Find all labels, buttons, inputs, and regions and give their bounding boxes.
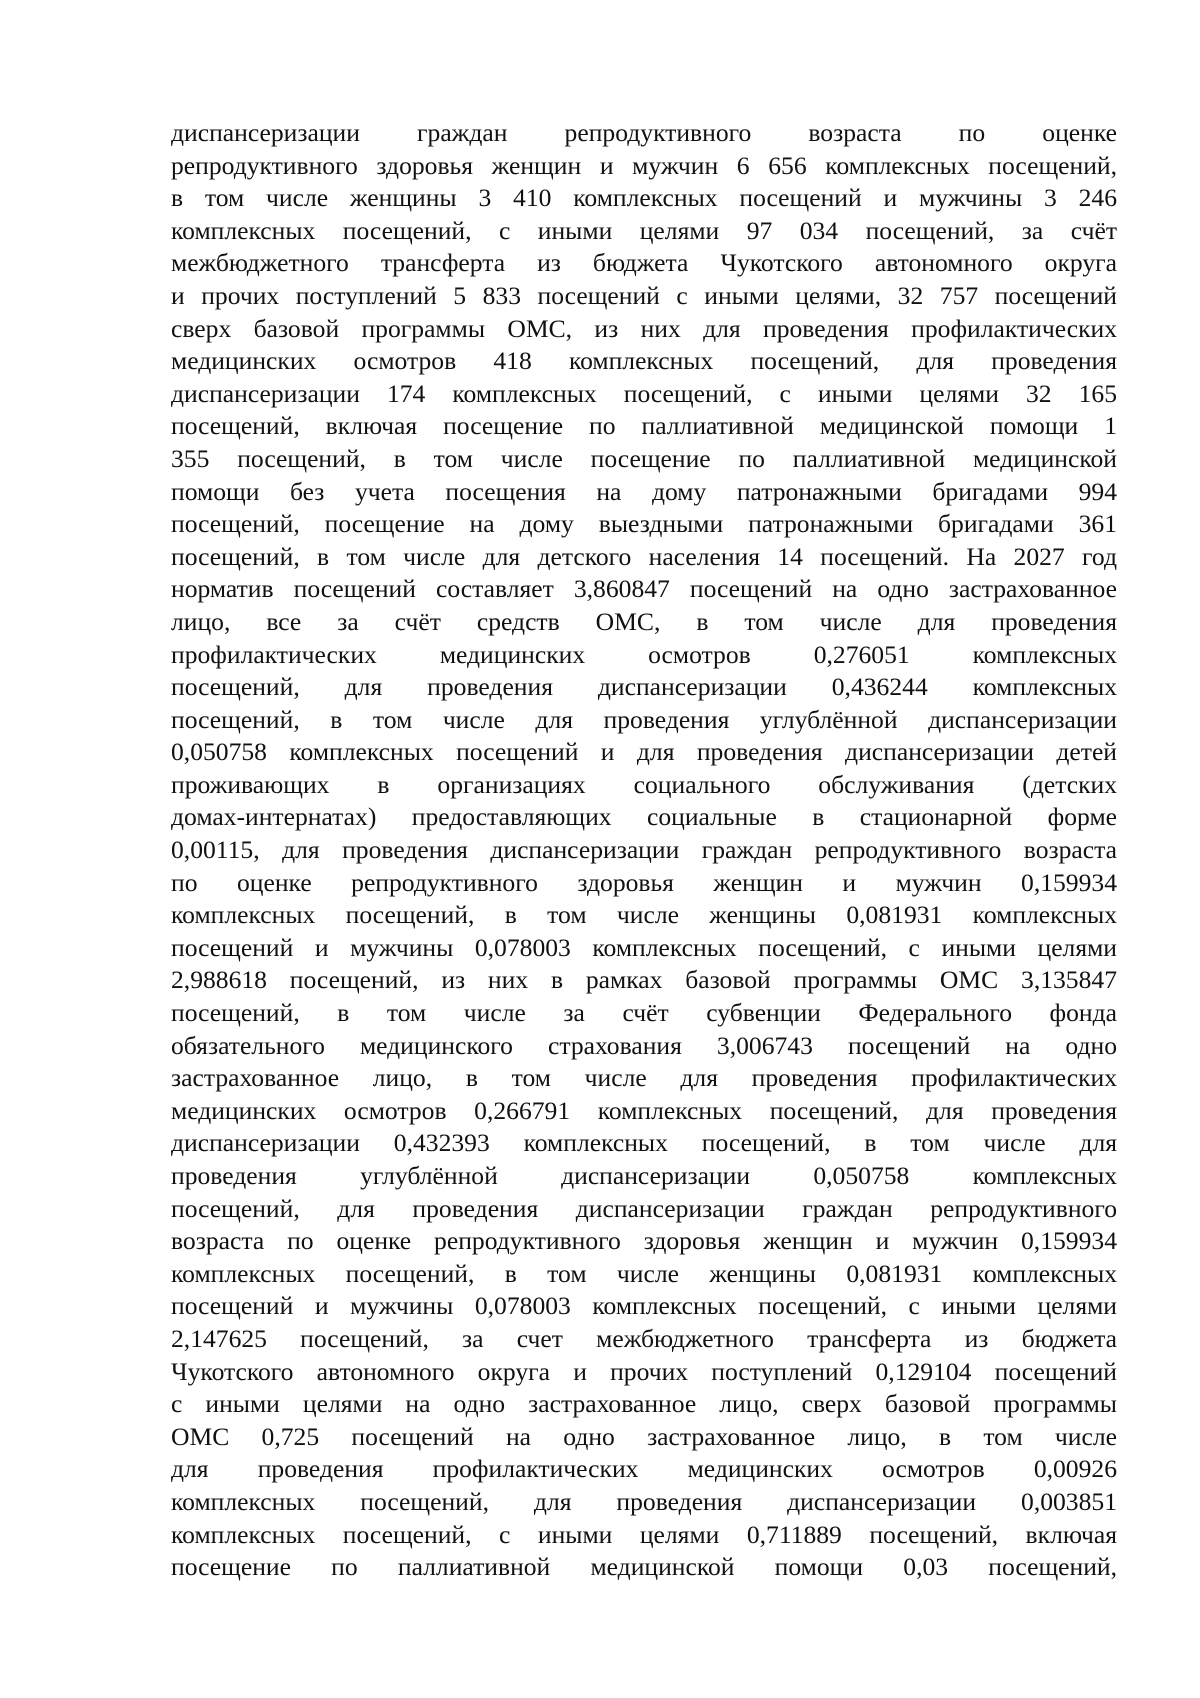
text-line: обязательного медицинского страхования 3,006743 посещений на одно — [171, 1030, 1117, 1060]
text-line: проведения углублённой диспансеризации 0,050758 комплексных — [171, 1161, 1117, 1190]
text-line: для проведения профилактических медицинских осмотров 0,00926 — [171, 1454, 1117, 1484]
text-line: посещений, посещение на дому выездными патронажными бригадами 361 — [171, 509, 1117, 539]
text-line: посещений, для проведения диспансеризации граждан репродуктивного — [171, 1193, 1117, 1223]
text-line: посещений и мужчины 0,078003 комплексных посещений, с иными целями — [171, 1291, 1117, 1321]
text-line: комплексных посещений, в том числе женщины 0,081931 комплексных — [171, 900, 1117, 930]
text-line: домах-интернатах) предоставляющих социальные в стационарной форме — [171, 802, 1117, 832]
text-line: профилактических медицинских осмотров 0,276051 комплексных — [171, 639, 1117, 669]
text-line: посещений, в том числе за счёт субвенции Федерального фонда — [171, 998, 1117, 1028]
text-line: комплексных посещений, в том числе женщины 0,081931 комплексных — [171, 1258, 1117, 1288]
text-line: посещений, в том числе для проведения углублённой диспансеризации — [171, 704, 1117, 734]
text-line: 2,147625 посещений, за счет межбюджетного трансферта из бюджета — [171, 1323, 1117, 1353]
text-line: по оценке репродуктивного здоровья женщин и мужчин 0,159934 — [171, 867, 1117, 897]
text-line: 0,00115, для проведения диспансеризации граждан репродуктивного возраста — [171, 835, 1117, 865]
text-line: проживающих в организациях социального обслуживания (детских — [171, 769, 1117, 799]
text-line: лицо, все за счёт средств ОМС, в том числе для проведения — [171, 606, 1117, 636]
text-line: застрахованное лицо, в том числе для проведения профилактических — [171, 1063, 1117, 1093]
text-line: комплексных посещений, с иными целями 0,711889 посещений, включая — [171, 1519, 1117, 1549]
text-line: посещений и мужчины 0,078003 комплексных посещений, с иными целями — [171, 932, 1117, 962]
text-line: 2,988618 посещений, из них в рамках базовой программы ОМС 3,135847 — [171, 965, 1117, 995]
text-line: диспансеризации 174 комплексных посещений, с иными целями 32 165 — [171, 378, 1117, 408]
text-line: ОМС 0,725 посещений на одно застрахованное лицо, в том числе — [171, 1421, 1117, 1451]
text-line: помощи без учета посещения на дому патронажными бригадами 994 — [171, 476, 1117, 506]
text-line: посещений, для проведения диспансеризации 0,436244 комплексных — [171, 672, 1117, 702]
text-line: репродуктивного здоровья женщин и мужчин 6 656 комплексных посещений, — [171, 150, 1117, 180]
document-body-text — [171, 117, 1117, 1584]
text-line: медицинских осмотров 0,266791 комплексных посещений, для проведения — [171, 1095, 1117, 1125]
text-line: посещений, включая посещение по паллиативной медицинской помощи 1 — [171, 411, 1117, 441]
text-line: межбюджетного трансферта из бюджета Чукотского автономного округа — [171, 248, 1117, 278]
text-line: медицинских осмотров 418 комплексных посещений, для проведения — [171, 346, 1117, 376]
text-line: с иными целями на одно застрахованное лицо, сверх базовой программы — [171, 1389, 1117, 1419]
text-line: сверх базовой программы ОМС, из них для проведения профилактических — [171, 313, 1117, 343]
text-line: комплексных посещений, с иными целями 97 034 посещений, за счёт — [171, 215, 1117, 245]
text-line: возраста по оценке репродуктивного здоровья женщин и мужчин 0,159934 — [171, 1226, 1117, 1256]
text-line: 355 посещений, в том числе посещение по паллиативной медицинской — [171, 443, 1117, 473]
text-line: Чукотского автономного округа и прочих поступлений 0,129104 посещений — [171, 1356, 1117, 1386]
text-line: диспансеризации 0,432393 комплексных посещений, в том числе для — [171, 1128, 1117, 1158]
text-line: посещение по паллиативной медицинской помощи 0,03 посещений, — [171, 1552, 1117, 1582]
text-line: диспансеризации граждан репродуктивного возраста по оценке — [171, 118, 1117, 147]
text-line: посещений, в том числе для детского населения 14 посещений. На 2027 год — [171, 541, 1117, 571]
text-line: норматив посещений составляет 3,860847 посещений на одно застрахованное — [171, 574, 1117, 604]
text-line: 0,050758 комплексных посещений и для проведения диспансеризации детей — [171, 737, 1117, 767]
text-line: комплексных посещений, для проведения диспансеризации 0,003851 — [171, 1486, 1117, 1516]
text-line: и прочих поступлений 5 833 посещений с иными целями, 32 757 посещений — [171, 280, 1117, 310]
text-line: в том числе женщины 3 410 комплексных посещений и мужчины 3 246 — [171, 183, 1117, 213]
